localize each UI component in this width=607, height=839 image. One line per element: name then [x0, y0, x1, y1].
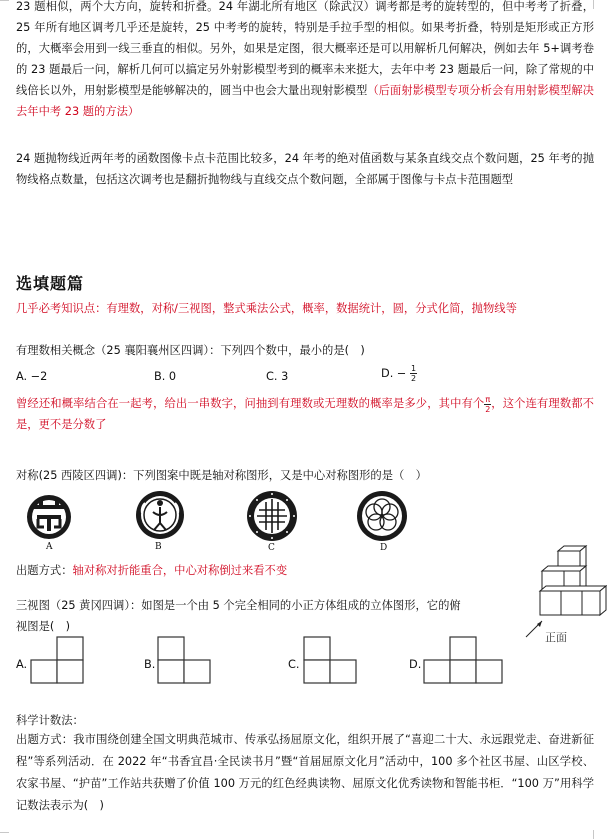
rational-note-suffix: ，这个连有理数都不是，更不是分数了: [16, 397, 594, 431]
three-view-option-c-label: C.: [288, 658, 300, 671]
fraction-denominator: 2: [410, 374, 417, 383]
emblem-d-label: D: [380, 543, 388, 553]
must-test-points: 几乎必考知识点：有理数，对称/三视图，整式乘法公式，概率，数据统计，圆，分式化简，抛物线等: [16, 302, 517, 315]
intro-paragraph-2: 24 题抛物线近两年考的函数图像卡点卡范围比较多，24 年考的绝对值函数与某条直线交点个数问题，25 年考的抛物线格点数量，包括这次调考也是翻折抛物线与直线交点个数问题，全部属于图像与卡点卡范围题型: [16, 152, 594, 186]
emblem-c-image: [245, 490, 299, 542]
three-view-option-c-shape: [303, 636, 358, 684]
symmetry-method-text: 轴对称对折能重合，中心对称倒过来看不变: [72, 564, 288, 577]
sci-notation-title: 科学计数法：: [16, 714, 84, 727]
three-view-option-a-shape: [30, 636, 85, 684]
fraction-numerator: 1: [410, 364, 417, 373]
rational-option-a: A. −2: [16, 370, 48, 383]
symmetry-method: [16, 562, 287, 578]
three-view-question-line-2: 视图是( ): [16, 620, 71, 633]
front-view-label: 正面: [545, 631, 567, 644]
symmetry-method-label: 出题方式：: [16, 564, 73, 577]
fraction-numerator: π: [485, 394, 491, 404]
symmetry-question: 对称(25 西陵区四调)：下列图案中既是轴对称图形，又是中心对称图形的是（ ）: [16, 469, 427, 482]
rational-note: [16, 393, 594, 435]
three-view-option-b-label: B.: [144, 658, 156, 671]
intro-paragraph-1-text: 23 题相似，两个大方向，旋转和折叠。24 年湖北所有地区（除武汉）调考都是考的旋转型的，但中考考了折叠，25 年所有地区调考几乎还是旋转，25 中考考的旋转，特别是手拉手型的相似。如果考折叠，特别是矩形或正方形的，大概率会用到一线三垂直的相似。另外，如果是定图，很大概率还是可以用解析几何解决，例如去年 5+调考卷的 23 题最后一问，解析几何可以搞定另外射影模型考到的概率未来挺大，去年中考 23 题最后一问，除了常规的中线倍长以外，用射影模型是能够解决的，圆当中也会大量出现射影模型: [16, 0, 594, 97]
three-view-option-d-label: D.: [409, 658, 422, 671]
rational-option-d-fraction: [410, 364, 417, 383]
rational-question: 有理数相关概念（25 襄阳襄州区四调）：下列四个数中，最小的是( ): [16, 344, 365, 357]
emblem-a-image: [24, 493, 74, 541]
rational-option-d: [381, 364, 417, 383]
rational-note-prefix: 曾经还和概率结合在一起考，给出一串数字，问抽到有理数或无理数的概率是多少，其中有个: [16, 397, 485, 410]
emblem-a-label: A: [46, 542, 53, 552]
rational-option-d-prefix: D. −: [381, 367, 407, 380]
three-view-option-b-shape: [157, 636, 212, 684]
emblem-d-image: [355, 490, 409, 542]
crop-mark-bottom-right: [593, 830, 594, 839]
rational-option-b: B. 0: [154, 370, 177, 383]
emblem-b-image: [133, 490, 187, 540]
emblem-b-label: B: [155, 542, 162, 552]
sci-notation-question: 出题方式：我市围绕创建全国文明典范城市、传承弘扬屈原文化，组织开展了“喜迎二十大、永远跟党走、奋进新征程”等系列活动．在 2022 年“书香宜昌·全民读书月”暨“首届屈原文化月”活动中，100 多个社区书屋、山区学校、农家书屋、“护苗”工作站共获赠了价值 100 万元的红色经典读物、屈原文化优秀读物和智能书柜．“100 万”用科学记数法表示为( ): [16, 733, 594, 812]
intro-paragraph-1: [16, 0, 594, 122]
fraction-denominator: 2: [485, 404, 491, 414]
intro-paragraph-1-red-note: （后面射影模型专项分析会有用射影模型解决去年中考 23 题的方法）: [16, 84, 594, 118]
rational-option-c: C. 3: [266, 370, 289, 383]
emblem-c-label: C: [268, 543, 275, 553]
crop-mark-top-left: [0, 0, 9, 1]
three-view-question-line-1: 三视图（25 黄冈四调）：如图是一个由 5 个完全相同的小正方体组成的立体图形，它的俯: [16, 599, 461, 612]
three-view-option-d-shape: [423, 636, 503, 684]
crop-mark-bottom-left: [0, 832, 9, 833]
three-view-option-a-label: A.: [16, 658, 28, 671]
section-title: 选填题篇: [16, 274, 85, 293]
